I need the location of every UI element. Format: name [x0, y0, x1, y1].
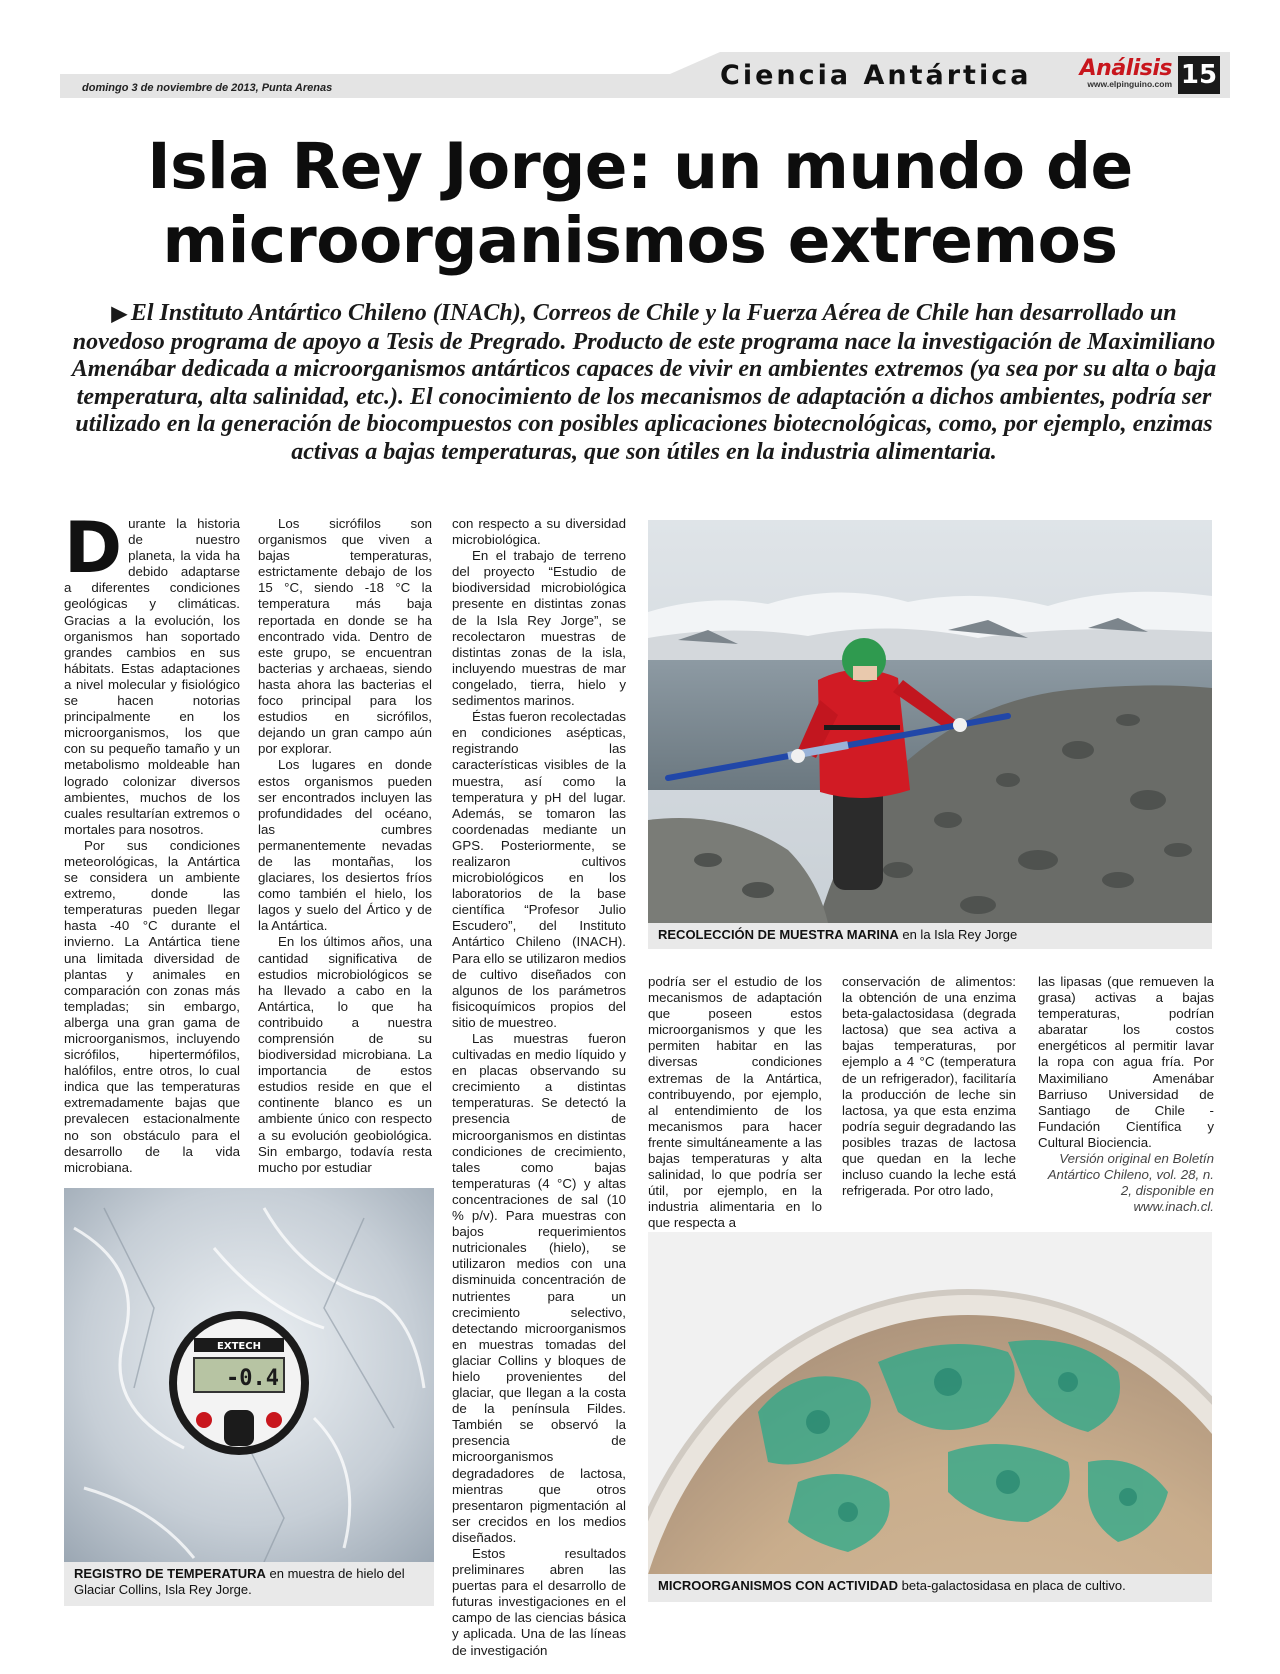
paragraph: Los sicrófilos son organismos que viven a bajas temperaturas, estrictamente debajo de los 15 °C, siendo -18 °C la temperatura más baja reportada en donde se ha encontrado vida. Dentro de este grupo, se encuentran bacterias y archaeas, siendo hasta ahora las bacterias el foco principal para los estudios en sicrófilos, dejando un gran campo aún por explorar. — [258, 516, 432, 757]
date-line: domingo 3 de noviembre de 2013, Punta Arenas — [82, 82, 333, 94]
marine-sample-illustration — [648, 520, 1212, 923]
photo-caption-temperature — [64, 1562, 434, 1606]
article-column-2 — [258, 516, 432, 1176]
section-title: Ciencia Antártica — [720, 60, 1032, 91]
paragraph-text: urante la historia de nuestro planeta, la vida ha debido adaptarse a diferentes condiciones geológicas y climáticas. Gracias a la evolución, los organismos han soportado grandes cambios en sus hábitats. Estas adaptaciones a nivel molecular y fisiológico se hacen notorias principalmente en los microorganismos, los que con su pequeño tamaño y un metabolismo moldeable han logrado colonizar diversos ambientes, muchos de los cuales resultarían extremos o mortales para nosotros. — [64, 516, 240, 837]
photo-temperature-reading — [64, 1188, 434, 1562]
page-number: 15 — [1178, 56, 1220, 94]
headline-line-2: microorganismos extremos — [162, 204, 1118, 277]
caption-text: en muestra de hielo del Glaciar Collins, Isla Rey Jorge. — [74, 1566, 405, 1597]
ice-thermometer-illustration — [64, 1188, 434, 1562]
arrow-bullet-icon: ▶ — [111, 303, 127, 325]
photo-caption-marine — [648, 923, 1212, 949]
caption-bold: RECOLECCIÓN DE MUESTRA MARINA — [658, 927, 899, 942]
publication-logo[interactable] — [1068, 56, 1172, 89]
headline-line-1: Isla Rey Jorge: un mundo de — [147, 130, 1133, 203]
paragraph: En los últimos años, una cantidad significativa de estudios microbiológicos se ha llevado a cabo en la Antártica, lo que ha contribuido a nuestra comprensión de su biodiversidad microbiana. La importancia de estos estudios reside en que el continente blanco es un ambiente único con respecto a su evolución geobiológica. Sin embargo, todavía resta mucho por estudiar — [258, 934, 432, 1175]
paragraph: Por sus condiciones meteorológicas, la Antártica se considera un ambiente extremo, donde las temperaturas pueden llegar hasta -40 °C durante el invierno. La Antártica tiene una limitada diversidad de plantas y animales en comparación con zonas más templadas; sin embargo, alberga una gran gama de microorganismos, incluyendo sicrófilos, hipertermófilos, halófilos, entre otros, lo cual indica que las temperaturas extremadamente bajas que prevalecen estacionalmente no son obstáculo para el desarrollo de la vida microbiana. — [64, 837, 240, 1175]
caption-bold: REGISTRO DE TEMPERATURA — [74, 1566, 266, 1581]
article-column-6 — [1038, 974, 1214, 1215]
paragraph: Los lugares en donde estos organismos pueden ser encontrados incluyen las profundidades del océano, las cumbres permanentemente nevadas de las montañas, los glaciares, los desiertos fríos como también el hielo, los lagos y suelo del Ártico y de la Antártica. — [258, 757, 432, 934]
article-column-1 — [64, 507, 240, 1176]
deck-text: El Instituto Antártico Chileno (INACh), Correos de Chile y la Fuerza Aérea de Chile han desarrollado un novedoso programa de apoyo a Tesis de Pregrado. Producto de este programa nace la investigación de Maximiliano Amenábar dedicada a microorganismos antárticos capaces de vivir en ambientes extremos (ya sea por su alta o baja temperatura, alta salinidad, etc.). El conocimiento de los mecanismos de adaptación a dichos ambientes, podría ser utilizado en la generación de biocompuestos con posibles aplicaciones biotecnológicas, como, por ejemplo, enzimas activas a bajas temperaturas, que son útiles en la industria alimentaria. — [71, 300, 1217, 465]
logo-wordmark: Análisis — [1079, 56, 1172, 81]
paragraph: podría ser el estudio de los mecanismos de adaptación que poseen estos microorganismos y que les permiten habitar en las diversas condiciones extremas de la Antártica, contribuyendo, por ejemplo, al entendimiento de los mecanismos para hacer frente simultáneamente a las bajas temperaturas y alta salinidad, lo que podría ser útil, por ejemplo, en la industria alimentaria en lo que respecta a — [648, 974, 822, 1231]
paragraph: Éstas fueron recolectadas en condiciones asépticas, registrando las características visibles de la muestra, así como la temperatura y pH del lugar. Además, se tomaron las coordenadas mediante un GPS. Posteriormente, se realizaron cultivos microbiológicos en los laboratorios de la base científica “Profesor Julio Escudero”, del Instituto Antártico Chileno (INACH). Para ello se utilizaron medios de cultivo diseñados con algunos de los parámetros fisicoquímicos propios del sitio de muestreo. — [452, 709, 626, 1030]
paragraph: las lipasas (que remueven la grasa) activas a bajas temperaturas, podrían abaratar los costos energéticos al permitir lavar la ropa con agua fría. Por Maximiliano Amenábar Barriuso Universidad de Santiago de Chile - Fundación Científica y Cultural Biociencia. — [1038, 974, 1214, 1150]
article-column-3 — [452, 516, 626, 1659]
headline — [40, 130, 1240, 278]
paragraph: con respecto a su diversidad microbiológica. — [452, 516, 626, 548]
photo-marine-sample — [648, 520, 1212, 923]
paragraph: Estos resultados preliminares abren las puertas para el desarrollo de futuras investigaciones en el campo de las ciencias básica y aplicada. Una de las líneas de investigación — [452, 1546, 626, 1658]
source-credit: Versión original en Boletín Antártico Chileno, vol. 28, n. 2, disponible en www.inach.cl. — [1047, 1151, 1214, 1215]
logo-url[interactable]: www.elpinguino.com — [1087, 79, 1172, 89]
drop-cap: D — [64, 507, 123, 589]
article-column-5 — [842, 974, 1016, 1199]
article-deck — [64, 300, 1224, 466]
photo-culture-plate — [648, 1232, 1212, 1574]
caption-text: beta-galactosidasa en placa de cultivo. — [898, 1578, 1126, 1593]
thermometer-brand: EXTECH — [217, 1341, 261, 1352]
paragraph: En el trabajo de terreno del proyecto “Estudio de biodiversidad microbiológica presente en distintas zonas de la Isla Rey Jorge”, se recolectaron muestras de distintas zonas de la isla, incluyendo muestras de mar congelado, tierra, hielo y sedimentos marinos. — [452, 548, 626, 709]
thermometer-reading: -0.4 — [226, 1366, 279, 1391]
culture-plate-illustration — [648, 1232, 1212, 1574]
paragraph: conservación de alimentos: la obtención de una enzima beta-galactosidasa (degrada lactosa) que sea activa a bajas temperaturas, por ejemplo a 4 °C (temperatura de un refrigerador), facilitaría la producción de leche sin lactosa, ya que esta enzima podría seguir degradando las posibles trazas de lactosa que quedan en la leche incluso cuando la leche está refrigerada. Por otro lado, — [842, 974, 1016, 1199]
caption-bold: MICROORGANISMOS CON ACTIVIDAD — [658, 1578, 899, 1593]
paragraph — [64, 507, 240, 838]
paragraph: Las muestras fueron cultivadas en medio líquido y en placas observando su crecimiento a distintas temperaturas. Se detectó la presencia de microorganismos en distintas condiciones de crecimiento, tales como bajas temperaturas (4 °C) y altas concentraciones de sal (10 % p/v). Para muestras con bajos requerimientos nutricionales (hielo), se utilizaron medios con una disminuida concentración de nutrientes para un crecimiento selectivo, detectando microorganismos en muestras tomadas del glaciar Collins y bloques de hielo provenientes del glaciar, que llegan a la costa de la península Fildes. También se observó la presencia de microorganismos degradadores de lactosa, mientras que otros presentaron pigmentación al ser crecidos en los medios diseñados. — [452, 1031, 626, 1545]
photo-caption-culture — [648, 1574, 1212, 1602]
caption-text: en la Isla Rey Jorge — [898, 927, 1018, 942]
article-column-4 — [648, 974, 822, 1232]
